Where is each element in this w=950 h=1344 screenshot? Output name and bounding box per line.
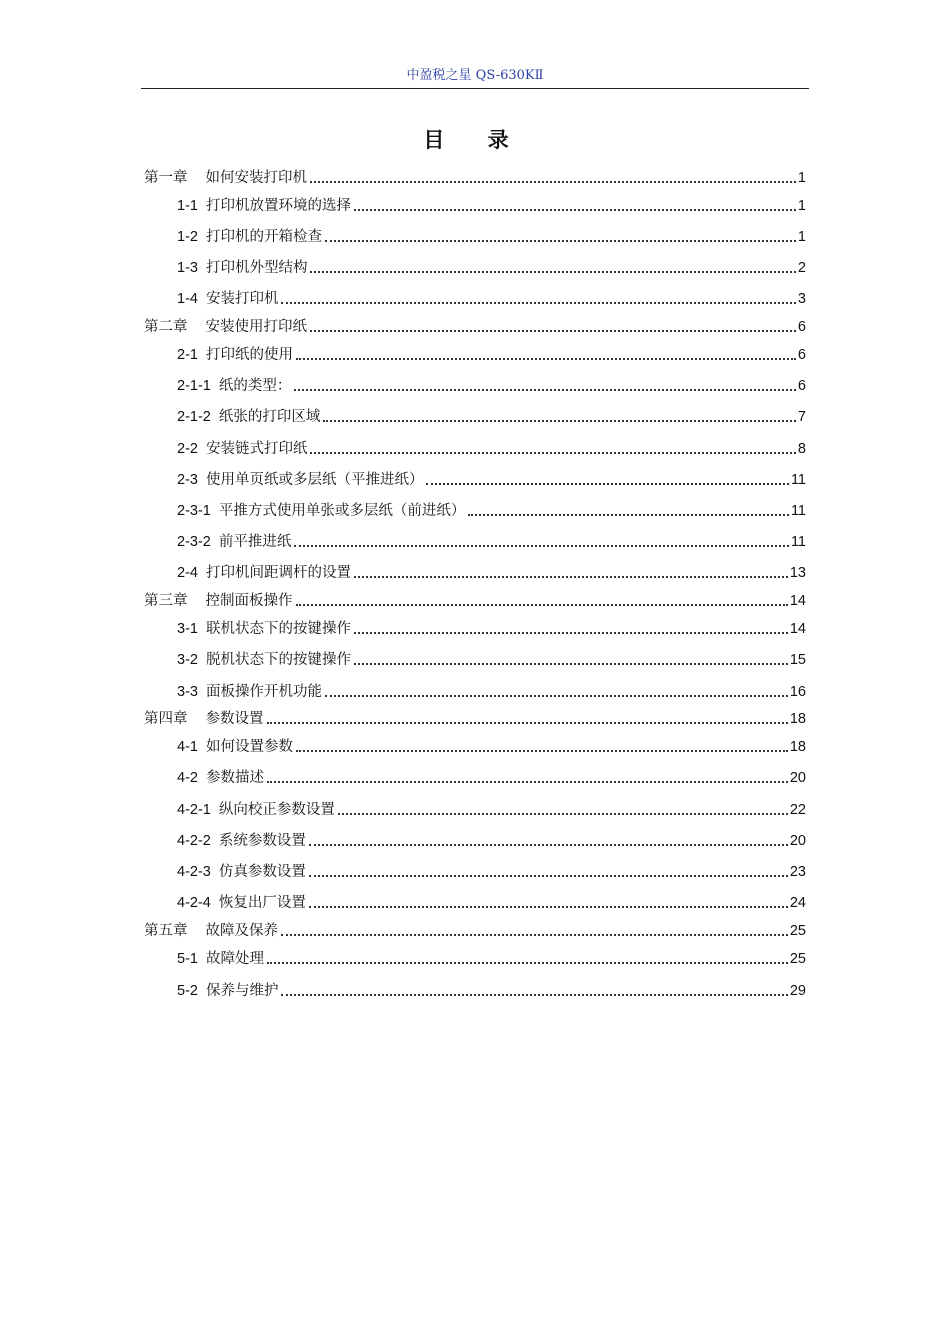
toc-entry-label: 前平推进纸	[218, 534, 292, 550]
header-text: 中盈税之星 QS-630KⅡ	[406, 68, 544, 83]
toc-entry-number: 4-2	[177, 770, 198, 786]
toc-entry-label: 安装打印机	[205, 291, 279, 307]
toc-entry-label: 平推方式使用单张或多层纸（前进纸）	[218, 503, 466, 519]
toc-page-number: 11	[790, 503, 806, 519]
toc-page-number: 8	[797, 441, 806, 457]
toc-dot-leader	[309, 844, 788, 846]
toc-entry[interactable]	[177, 289, 806, 309]
toc-entry-number: 3-2	[177, 652, 198, 668]
toc-dot-leader	[310, 181, 796, 183]
toc-entry-label: 安装链式打印纸	[205, 441, 308, 457]
toc-entry[interactable]	[177, 800, 806, 820]
toc-page-number: 3	[797, 291, 806, 307]
toc-page-number: 14	[789, 621, 806, 637]
toc-dot-leader	[426, 483, 788, 485]
toc-page-number: 7	[797, 409, 806, 425]
toc-entry[interactable]	[177, 439, 806, 459]
toc-entry-number: 第五章	[144, 923, 188, 939]
toc-entry-number: 3-3	[177, 684, 198, 700]
toc-dot-leader	[294, 389, 796, 391]
toc-page-number: 16	[789, 684, 806, 700]
toc-entry[interactable]	[177, 893, 806, 913]
toc-entry-number: 4-1	[177, 739, 198, 755]
toc-entry[interactable]	[177, 376, 806, 396]
toc-entry[interactable]	[177, 407, 806, 427]
toc-entry[interactable]	[177, 532, 806, 552]
toc-entry[interactable]	[144, 591, 806, 611]
toc-entry-label: 联机状态下的按键操作	[205, 621, 351, 637]
toc-entry-number: 第一章	[144, 170, 188, 186]
toc-page-number: 2	[797, 260, 806, 276]
toc-page-number: 29	[789, 983, 806, 999]
toc-entry-label: 使用单页纸或多层纸（平推进纸）	[205, 472, 424, 488]
toc-dot-leader	[296, 604, 788, 606]
toc-page-number: 22	[789, 802, 806, 818]
toc-entry[interactable]	[177, 227, 806, 247]
toc-dot-leader	[309, 906, 788, 908]
toc-dot-leader	[325, 240, 796, 242]
toc-dot-leader	[267, 781, 788, 783]
toc-entry-number: 2-3-1	[177, 503, 211, 519]
toc-dot-leader	[354, 632, 788, 634]
toc-entry-number: 5-1	[177, 951, 198, 967]
toc-entry-label: 纸张的打印区域	[218, 409, 321, 425]
toc-page-number: 13	[789, 565, 806, 581]
toc-page-number: 6	[797, 378, 806, 394]
toc-page-number: 11	[790, 534, 806, 550]
toc-entry[interactable]	[177, 258, 806, 278]
toc-entry[interactable]	[177, 862, 806, 882]
toc-dot-leader	[281, 994, 787, 996]
toc-page-number: 18	[789, 739, 806, 755]
toc-entry[interactable]	[144, 168, 806, 188]
toc-dot-leader	[294, 545, 789, 547]
toc-page-number: 24	[789, 895, 806, 911]
toc-page-number: 6	[797, 347, 806, 363]
toc-entry-label: 打印机间距调杆的设置	[205, 565, 351, 581]
toc-entry-number: 2-4	[177, 565, 198, 581]
toc-entry-number: 2-1-2	[177, 409, 211, 425]
toc-entry[interactable]	[177, 831, 806, 851]
toc-entry-number: 4-2-4	[177, 895, 211, 911]
toc-entry-label: 参数描述	[205, 770, 264, 786]
toc-entry[interactable]	[177, 682, 806, 702]
toc-dot-leader	[325, 695, 788, 697]
toc-entry-label: 脱机状态下的按键操作	[205, 652, 351, 668]
toc-entry-number: 2-1-1	[177, 378, 211, 394]
toc-entry-label: 安装使用打印纸	[205, 319, 307, 335]
toc-dot-leader	[323, 420, 796, 422]
toc-page-number: 25	[789, 923, 806, 939]
toc-entry-number: 2-3-2	[177, 534, 211, 550]
toc-page-number: 1	[797, 170, 806, 186]
toc-dot-leader	[354, 576, 788, 578]
toc-entry-label: 故障及保养	[205, 923, 278, 939]
toc-entry-label: 纸的类型：	[218, 378, 292, 394]
toc-entry[interactable]	[177, 196, 806, 216]
toc-page-number: 15	[789, 652, 806, 668]
toc-entry-number: 2-3	[177, 472, 198, 488]
toc-entry-number: 4-2-1	[177, 802, 211, 818]
toc-entry-label: 打印机的开箱检查	[205, 229, 322, 245]
toc-entry-label: 面板操作开机功能	[205, 684, 322, 700]
toc-entry-label: 控制面板操作	[205, 593, 293, 609]
toc-entry[interactable]	[177, 345, 806, 365]
toc-dot-leader	[310, 452, 795, 454]
toc-entry-label: 参数设置	[205, 711, 264, 727]
toc-dot-leader	[296, 358, 796, 360]
toc-dot-leader	[281, 934, 788, 936]
toc-page-number: 11	[790, 472, 806, 488]
toc-entry-label: 如何设置参数	[205, 739, 293, 755]
toc-entry-label: 保养与维护	[205, 983, 279, 999]
toc-dot-leader	[354, 663, 788, 665]
toc-dot-leader	[309, 875, 788, 877]
toc-page-number: 23	[789, 864, 806, 880]
toc-entry-number: 1-3	[177, 260, 198, 276]
toc-page-number: 1	[797, 198, 806, 214]
toc-entry-label: 纵向校正参数设置	[218, 802, 335, 818]
toc-dot-leader	[267, 962, 788, 964]
toc-entry-number: 第三章	[144, 593, 188, 609]
toc-entry[interactable]	[144, 921, 806, 941]
toc-page-number: 20	[789, 770, 806, 786]
toc-entry[interactable]	[177, 737, 806, 757]
toc-entry[interactable]	[177, 949, 806, 969]
toc-entry-number: 4-2-2	[177, 833, 211, 849]
toc-entry-number: 2-1	[177, 347, 198, 363]
toc-entry-number: 3-1	[177, 621, 198, 637]
toc-entry[interactable]	[144, 317, 806, 337]
toc-entry-number: 第二章	[144, 319, 188, 335]
toc-entry-number: 1-2	[177, 229, 198, 245]
toc-entry-label: 打印机外型结构	[205, 260, 308, 276]
toc-page-number: 25	[789, 951, 806, 967]
toc-entry[interactable]	[177, 563, 806, 583]
toc-page-number: 14	[789, 593, 806, 609]
toc-dot-leader	[310, 330, 796, 332]
toc-page-number: 6	[797, 319, 806, 335]
toc-dot-leader	[267, 722, 788, 724]
toc-dot-leader	[468, 514, 789, 516]
toc-entry-label: 恢复出厂设置	[218, 895, 306, 911]
toc-page-number: 1	[797, 229, 806, 245]
toc-entry-label: 仿真参数设置	[218, 864, 306, 880]
toc-entry[interactable]	[144, 709, 806, 729]
toc-dot-leader	[338, 813, 788, 815]
toc-dot-leader	[354, 209, 796, 211]
toc-entry-number: 1-4	[177, 291, 198, 307]
toc-entry-number: 1-1	[177, 198, 198, 214]
toc-dot-leader	[281, 302, 795, 304]
toc-entry-label: 系统参数设置	[218, 833, 306, 849]
page-title: 目 录	[423, 128, 527, 152]
toc-entry-number: 2-2	[177, 441, 198, 457]
toc-entry-label: 打印机放置环境的选择	[205, 198, 351, 214]
toc-entry[interactable]	[177, 768, 806, 788]
toc-entry[interactable]	[177, 619, 806, 639]
toc-entry-label: 打印纸的使用	[205, 347, 293, 363]
toc-entry[interactable]	[177, 981, 806, 1001]
toc-entry-label: 如何安装打印机	[205, 170, 307, 186]
toc-entry-number: 4-2-3	[177, 864, 211, 880]
toc-dot-leader	[296, 750, 788, 752]
toc-page-number: 20	[789, 833, 806, 849]
toc-entry[interactable]	[177, 501, 806, 521]
toc-entry-number: 第四章	[144, 711, 188, 727]
toc-page-number: 18	[789, 711, 806, 727]
toc-entry[interactable]	[177, 470, 806, 490]
toc-entry-number: 5-2	[177, 983, 198, 999]
toc-entry[interactable]	[177, 650, 806, 670]
toc-dot-leader	[310, 271, 795, 273]
toc-entry-label: 故障处理	[205, 951, 264, 967]
